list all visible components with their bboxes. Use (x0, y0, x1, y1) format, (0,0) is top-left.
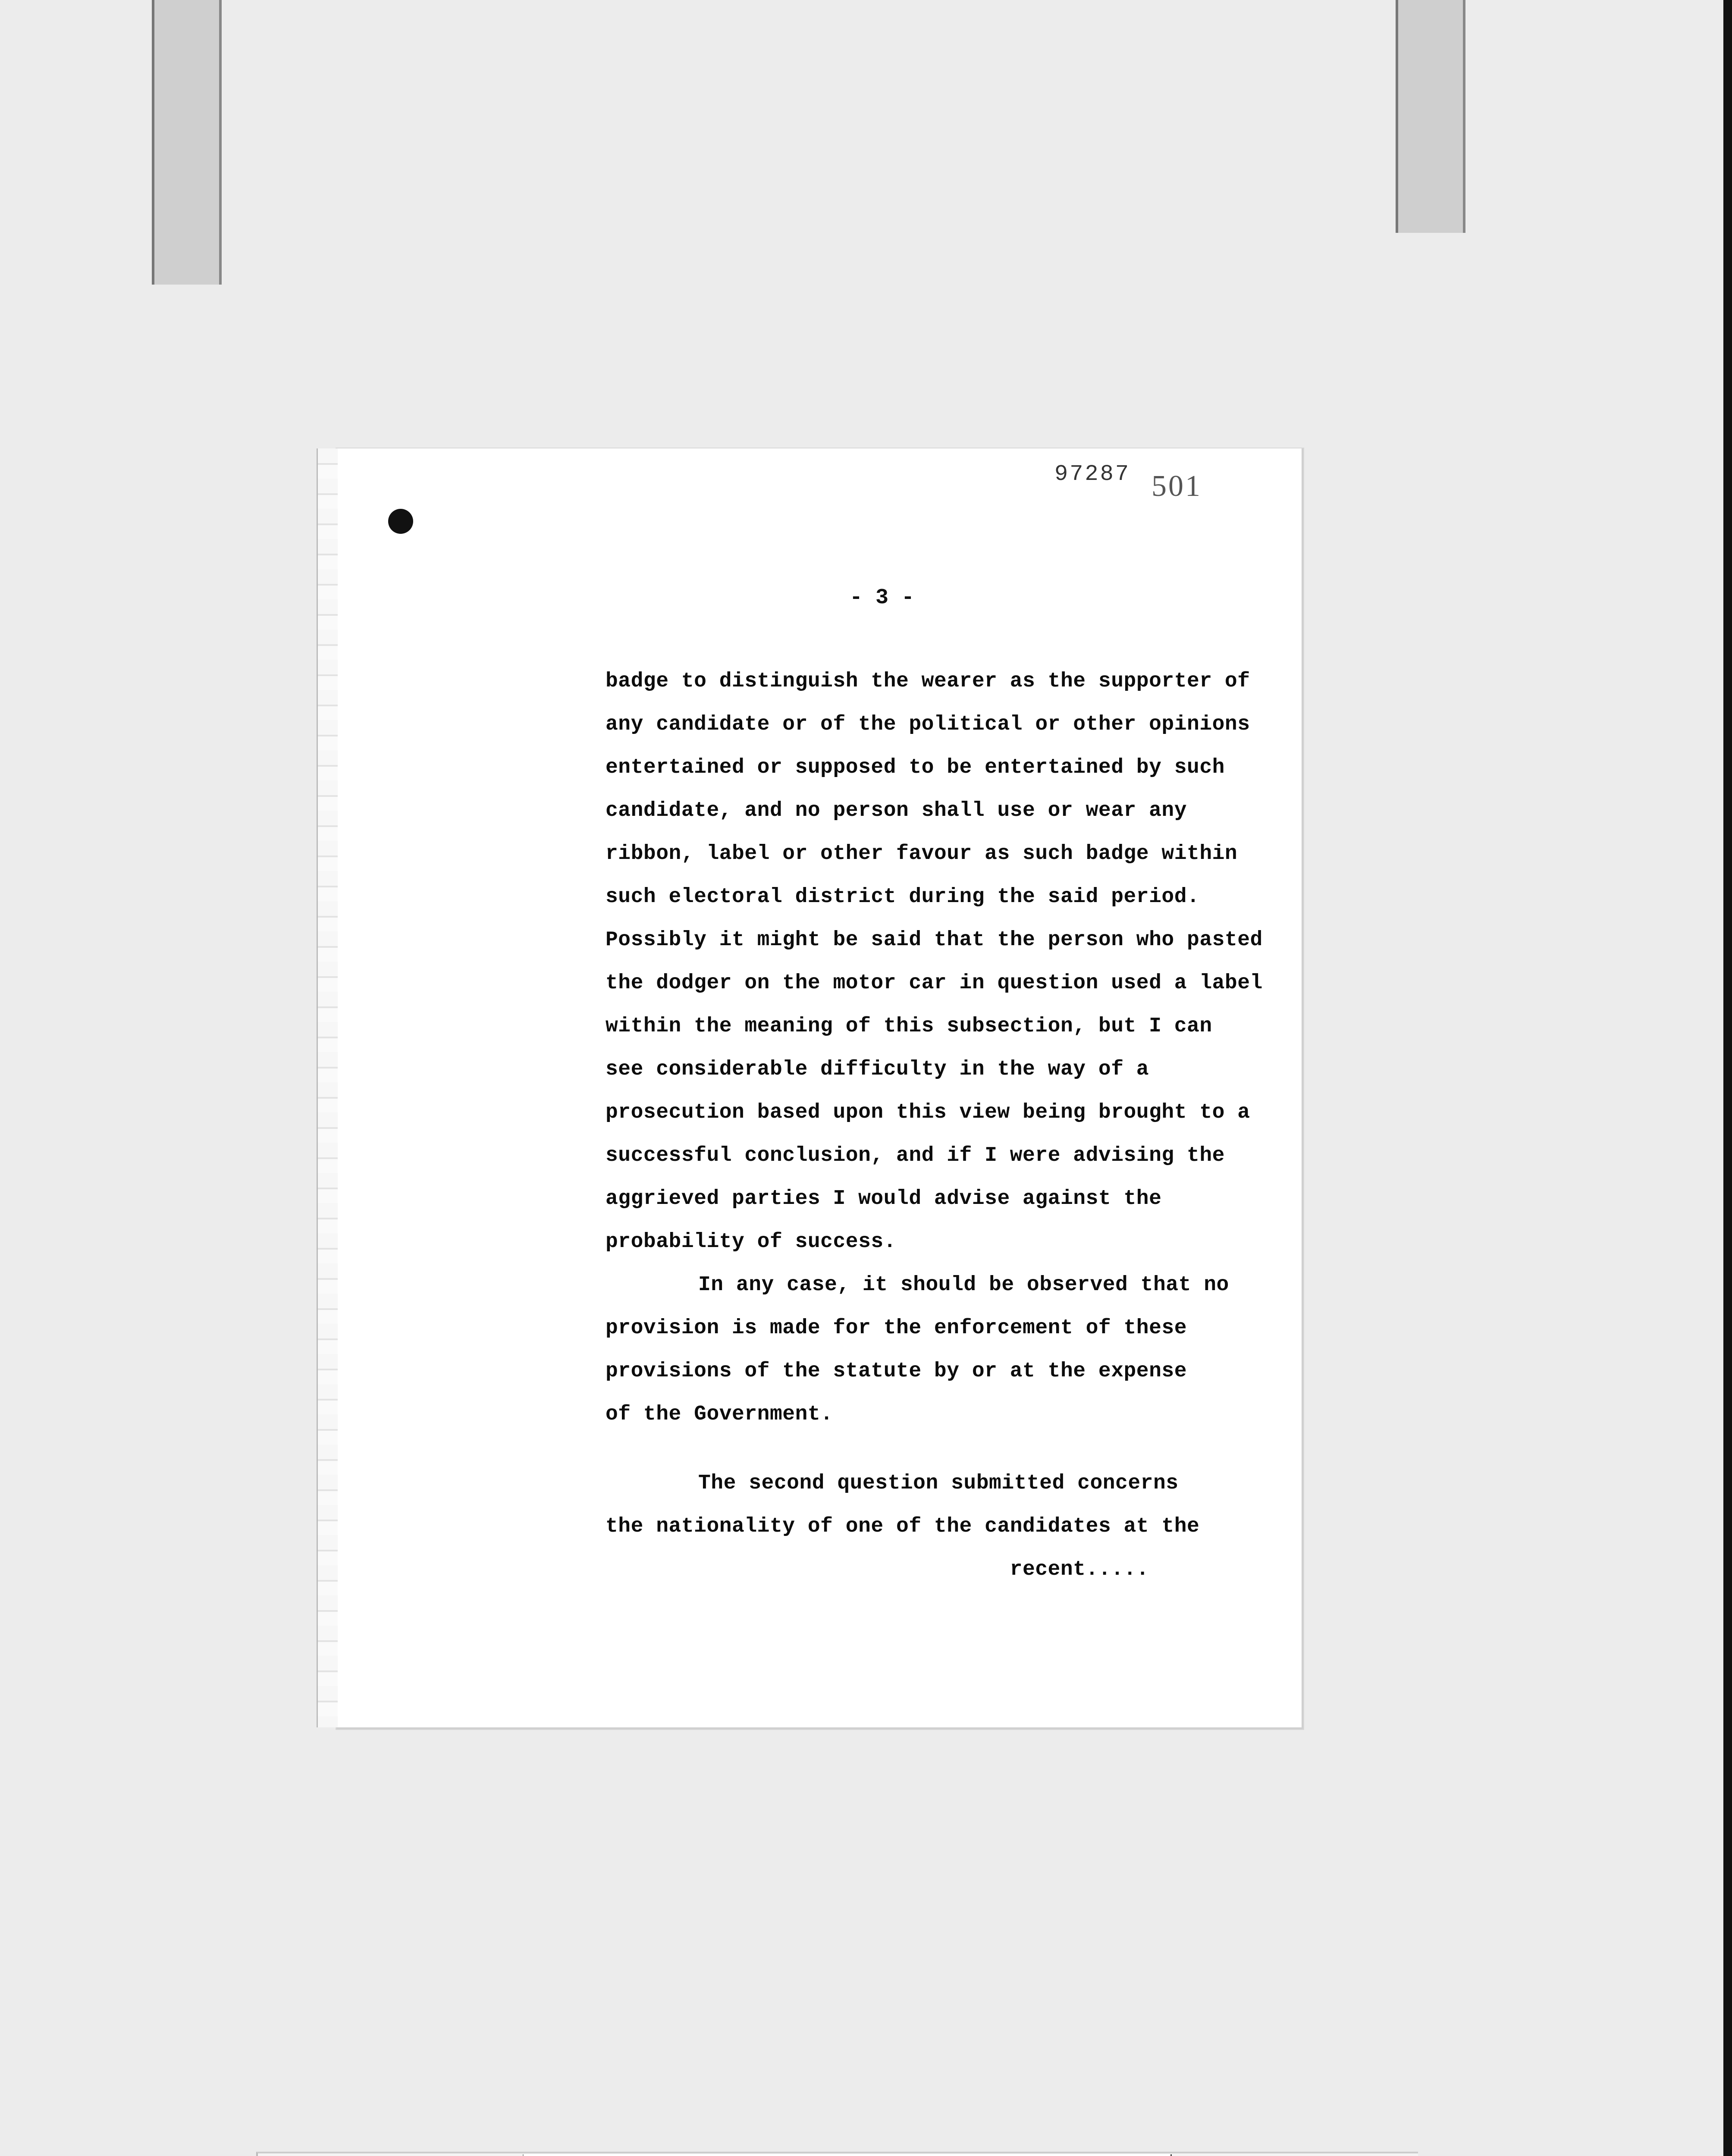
text-line: candidate, and no person shall use or wear any (606, 799, 1187, 822)
folio-number: 501 (1152, 470, 1202, 503)
text-line: the dodger on the motor car in question used a label (606, 971, 1263, 995)
letter-body (606, 660, 1313, 1591)
torn-edge (317, 448, 338, 1727)
text-line: the nationality of one of the candidates at the (606, 1515, 1200, 1538)
text-line: ribbon, label or other favour as such badge within (606, 842, 1238, 865)
document-page (336, 448, 1303, 1729)
text-line: entertained or supposed to be entertained by such (606, 756, 1225, 779)
page-number: - 3 - (850, 586, 915, 610)
text-line: probability of success. (606, 1230, 897, 1253)
mounting-tape (1396, 0, 1465, 233)
text-line: provision is made for the enforcement of these (606, 1316, 1187, 1340)
scan-border (1723, 0, 1732, 2156)
text-line: Possibly it might be said that the person who pasted (606, 928, 1263, 952)
volume-label-card (523, 2154, 1172, 2156)
punch-hole (388, 509, 413, 534)
text-line: within the meaning of this subsection, but I can (606, 1015, 1212, 1038)
text-line: recent..... (1010, 1558, 1149, 1581)
text-line: any candidate or of the political or other opinions (606, 713, 1250, 736)
text-line: The second question submitted concerns (698, 1472, 1179, 1495)
text-line: see considerable difficulty in the way of a (606, 1058, 1149, 1081)
mounting-tape (152, 0, 222, 285)
text-line: In any case, it should be observed that no (698, 1273, 1229, 1297)
text-line: prosecution based upon this view being brought to a (606, 1101, 1250, 1124)
text-line: successful conclusion, and if I were advising the (606, 1144, 1225, 1167)
text-line: of the Government. (606, 1403, 833, 1426)
text-line: provisions of the statute by or at the expense (606, 1360, 1187, 1383)
document-number: 97287 (1054, 461, 1131, 487)
text-line: aggrieved parties I would advise against the (606, 1187, 1162, 1210)
text-line: badge to distinguish the wearer as the supporter of (606, 670, 1250, 693)
text-line: such electoral district during the said period. (606, 885, 1200, 909)
